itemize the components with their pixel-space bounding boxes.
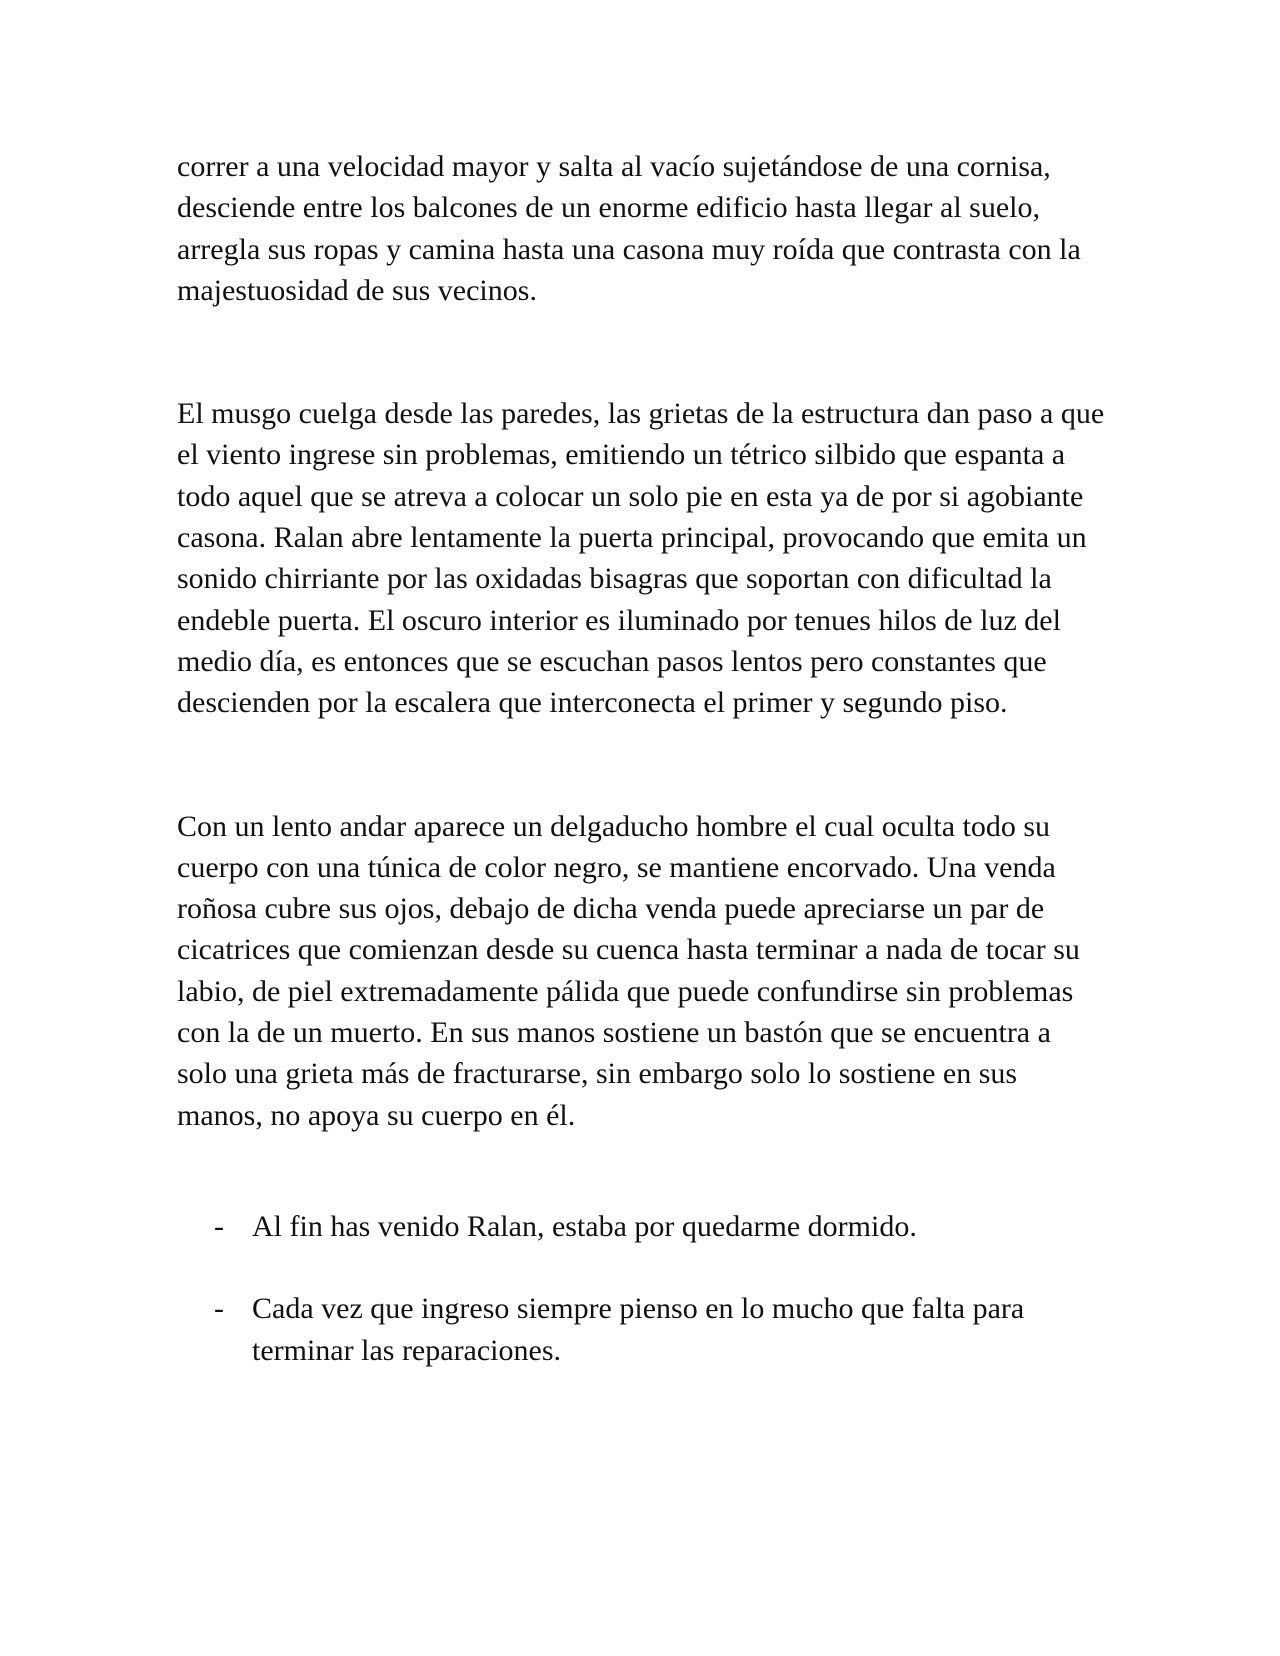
- dialogue-dash: -: [214, 1209, 224, 1243]
- paragraph-2: El musgo cuelga desde las paredes, las grietas de la estructura dan paso a que el viento ingrese sin problemas, emitiendo un tétrico silbido que espanta a todo aquel que se atreva a colocar un solo pie en esta ya de por si agobiante casona. Ralan abre lentamente la puerta principal, provocando que emita un sonido chirriante por las oxidadas bisagras que soportan con dificultad la endeble puerta. El oscuro interior es iluminado por tenues hilos de luz del medio día, es entonces que se escuchan pasos lentos pero constantes que descienden por la escalera que interconecta el primer y segundo piso.: [177, 397, 1105, 720]
- paragraph-3: Con un lento andar aparece un delgaducho hombre el cual oculta todo su cuerpo con una túnica de color negro, se mantiene encorvado. Una venda roñosa cubre sus ojos, debajo de dicha venda puede apreciarse un par de cicatrices que comienzan desde su cuenca hasta terminar a nada de tocar su labio, de piel extremadamente pálida que puede confundirse sin problemas con la de un muerto. En sus manos sostiene un bastón que se encuentra a solo una grieta más de fracturarse, sin embargo solo lo sostiene en sus manos, no apoya su cuerpo en él.: [177, 809, 1080, 1132]
- dialogue-line-2: [177, 1288, 1107, 1371]
- dialogue-dash: -: [214, 1292, 224, 1326]
- dialogue-list: [177, 1206, 1107, 1371]
- dialogue-text: Al fin has venido Ralan, estaba por quedarme dormido.: [252, 1209, 917, 1243]
- dialogue-line-1: [177, 1206, 1107, 1247]
- dialogue-text: Cada vez que ingreso siempre pienso en lo mucho que falta para terminar las reparaciones.: [252, 1292, 1025, 1367]
- page-content: [177, 146, 1107, 1412]
- paragraph-1: correr a una velocidad mayor y salta al vacío sujetándose de una cornisa, desciende entre los balcones de un enorme edificio hasta llegar al suelo, arregla sus ropas y camina hasta una casona muy roída que contrasta con la majestuosidad de sus vecinos.: [177, 150, 1081, 307]
